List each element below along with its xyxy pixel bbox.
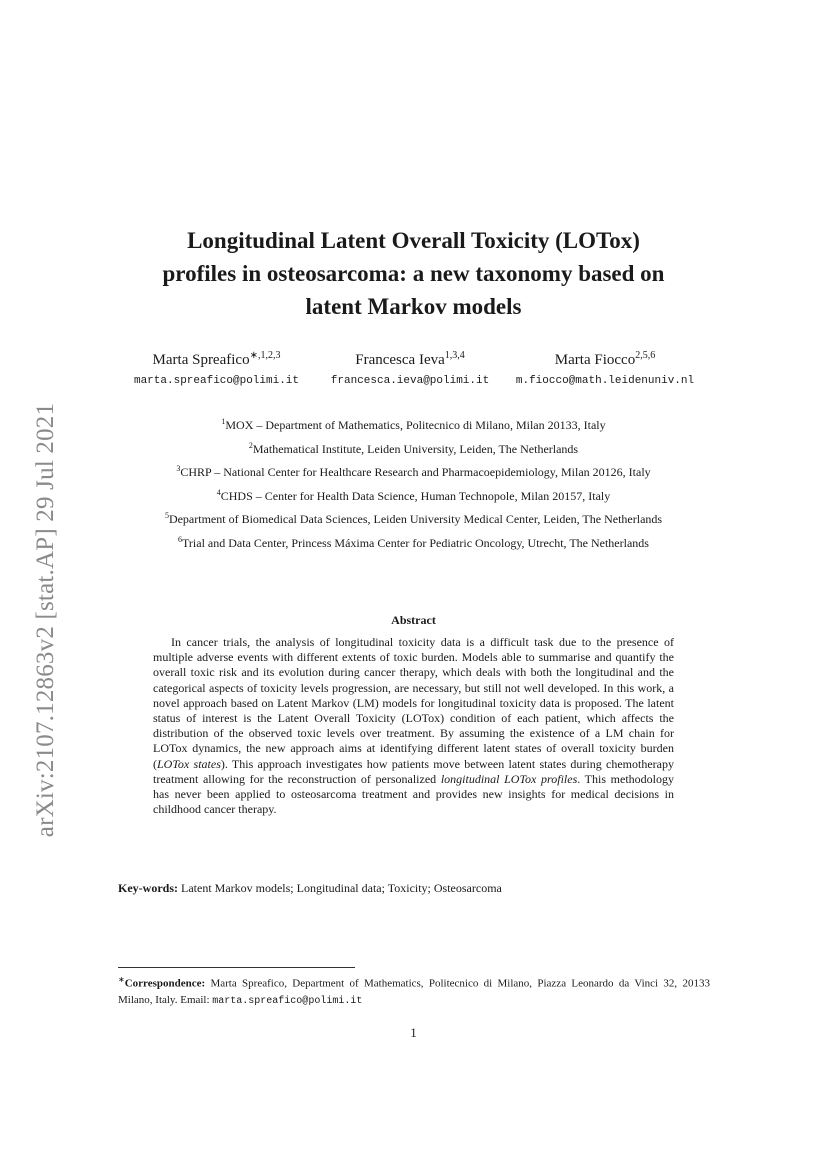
affil-text: Department of Biomedical Data Sciences, Leiden University Medical Center, Leiden, The Netherlands — [168, 512, 663, 526]
abstract-text: . This methodology has never been applied to osteosarcoma treatment and provides new insights for medical decisions in childhood cancer therapy. — [153, 771, 674, 817]
footnote-marker: ∗ — [118, 975, 125, 984]
abstract-text: ). This approach investigates how patients move between latent states during chemotherapy treatment allowing for the reconstruction of personalized — [153, 756, 674, 786]
author-3 — [505, 350, 705, 387]
affil-number: 6 — [178, 534, 183, 544]
correspondence-footnote — [118, 972, 710, 1010]
footnote-text: Marta Spreafico, Department of Mathematics, Politecnico di Milano, Piazza Leonardo da Vinci 32, 20133 Milano, Italy. Email: — [118, 977, 710, 1006]
author-name: Marta Fiocco — [554, 352, 636, 368]
affil-number: 1 — [221, 417, 226, 426]
author-email[interactable]: marta.spreafico@polimi.it — [133, 375, 300, 387]
paper-title — [100, 224, 727, 323]
footnote-rule — [118, 967, 355, 968]
author-name: Francesca Ieva — [355, 352, 445, 368]
affil-text: Mathematical Institute, Leiden University, Leiden, The Netherlands — [252, 441, 579, 456]
title-line-1: Longitudinal Latent Overall Toxicity (LOTox) — [187, 228, 640, 253]
affil-text: CHDS – Center for Health Data Science, Human Technopole, Milan 20157, Italy — [220, 488, 611, 503]
affil-text: MOX – Department of Mathematics, Politecnico di Milano, Milan 20133, Italy — [225, 418, 606, 432]
affiliation — [100, 412, 727, 436]
abstract-italic-term: LOTox states — [157, 756, 221, 771]
author-2 — [315, 350, 505, 387]
affil-text: Trial and Data Center, Princess Máxima Center for Pediatric Oncology, Utrecht, The Netherlands — [182, 535, 649, 550]
affiliation — [100, 506, 727, 530]
affil-number: 2 — [248, 440, 253, 450]
abstract-italic-term: longitudinal LOTox profiles — [440, 771, 578, 786]
abstract-text: In cancer trials, the analysis of longitudinal toxicity data is a difficult task due to the presence of multiple adverse events with different extents of toxic burden. Models able to summarise and quantify the overall toxic risk and its evolution during cancer therapy, which deals with both the longitudinal and the categorical aspects of toxicity levels progression, are necessary, but still not well developed. In this work, a novel approach based on Latent Markov (LM) models for longitudinal toxicity data is proposed. The latent status of interest is the Latent Overall Toxicity (LOTox) condition of each patient, which affects the distribution of the observed toxic levels over treatment. By assuming the existence of a LM chain for LOTox dynamics, the new approach aims at identifying different latent states of overall toxicity burden ( — [153, 635, 674, 771]
affiliation — [100, 459, 727, 483]
affil-number: 4 — [216, 487, 221, 497]
author-email[interactable]: francesca.ieva@polimi.it — [330, 375, 490, 387]
affil-number: 3 — [176, 464, 181, 473]
affiliations-list — [100, 412, 727, 553]
affil-text: CHRP – National Center for Healthcare Research and Pharmacoepidemiology, Milan 20126, Italy — [180, 465, 651, 479]
author-affil-marks: 2,5,6 — [635, 350, 656, 361]
keywords-text: Latent Markov models; Longitudinal data; Toxicity; Osteosarcoma — [181, 881, 502, 895]
keywords-label: Key-words: — [118, 881, 178, 895]
affiliation — [100, 483, 727, 507]
page-number: 1 — [410, 1025, 417, 1040]
abstract-heading: Abstract — [391, 613, 436, 627]
author-affil-marks: ∗,1,2,3 — [249, 350, 281, 361]
arxiv-stamp: arXiv:2107.12863v2 [stat.AP] 29 Jul 2021 — [32, 402, 59, 838]
affiliation — [100, 436, 727, 460]
author-affil-marks: 1,3,4 — [444, 350, 465, 361]
title-line-3: latent Markov models — [305, 294, 522, 319]
author-1 — [118, 350, 315, 387]
keywords — [118, 881, 502, 896]
abstract-paragraph — [153, 635, 674, 817]
title-line-2: profiles in osteosarcoma: a new taxonomy based on — [162, 261, 665, 286]
author-name: Marta Spreafico — [152, 352, 250, 368]
affiliation — [100, 530, 727, 554]
abstract-body — [153, 635, 674, 817]
footnote-label: Correspondence: — [124, 977, 206, 990]
affil-number: 5 — [164, 511, 169, 520]
author-email[interactable]: m.fiocco@math.leidenuniv.nl — [515, 375, 695, 387]
footnote-email[interactable]: marta.spreafico@polimi.it — [212, 995, 363, 1007]
